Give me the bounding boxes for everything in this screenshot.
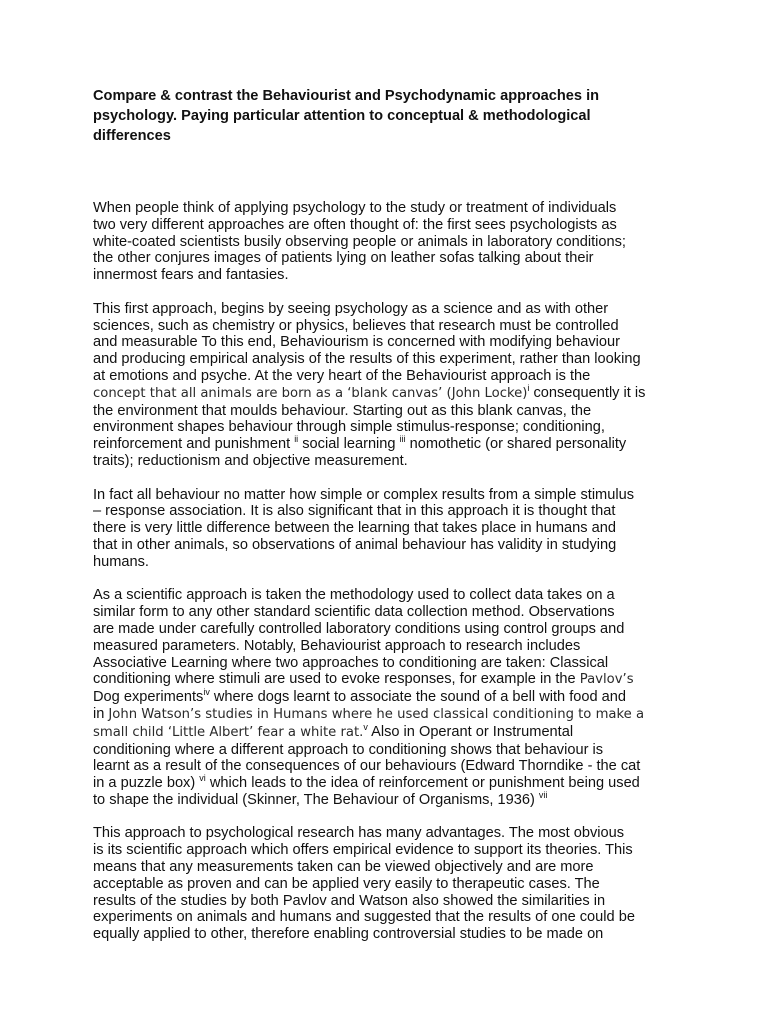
text-segment: As a scientific approach is taken the methodology used to collect data takes on a similar form to any other standard scientific data collection method. Observations are made under carefully controlled laboratory conditions using control groups and measured parameters. Notably, Behaviourist approach to research includes Associative Learning where two approaches to conditioning are taken: Classical conditioning where stimuli are used to evoke responses, for example in the [93, 587, 625, 688]
quoted-text-segment: John Watson’s studies in Humans where he used classical conditioning to make a small child ‘Little Albert’ fear a white rat. [93, 706, 645, 740]
footnote-marker: iv [203, 687, 210, 698]
text-segment: where dogs learnt to associate the sound of a bell with food and in [93, 689, 627, 722]
text-segment: nomothetic (or shared personality traits); reductionism and objective measurement. [93, 436, 627, 469]
text-segment: This approach to psychological research has many advantages. The most obvious is its scientific approach which offers empirical evidence to support its theories. This means that any measurements taken can be viewed objectively and are more acceptable as proven and can be applied very easily to therapeutic cases. The results of the studies by both Pavlov and Watson also showed the similarities in experiments on animals and humans and suggested that the results of one could be equally applied to other, therefore enabling controversial studies to be made on [93, 825, 635, 943]
essay-body [93, 200, 678, 943]
body-paragraph [93, 825, 678, 943]
footnote-marker: iii [399, 434, 406, 445]
text-segment: social learning [298, 436, 400, 453]
text-segment: consequently it is the environment that moulds behaviour. Starting out as this blank canvas, the environment shapes behaviour through simple stimulus-response; conditioning, reinforcement and punishment [93, 384, 646, 453]
quoted-text-segment: concept that all animals are born as a ‘blank canvas’ (John Locke) [93, 385, 528, 401]
quoted-text-segment: Pavlov’s [579, 672, 634, 688]
footnote-marker: vii [538, 789, 548, 800]
text-segment: This first approach, begins by seeing psychology as a science and as with other sciences, such as chemistry or physics, believes that research must be controlled and measurable To this end, Behaviourism is concerned with modifying behaviour and producing empirical analysis of the results of this experiment, rather than looking at emotions and psyche. At the very heart of the Behaviourist approach is the [93, 300, 641, 384]
text-segment: which leads to the idea of reinforcement or punishment being used to shape the individual (Skinner, The Behaviour of Organisms, 1936) [93, 775, 640, 808]
text-segment: Also in Operant or Instrumental conditioning where a different approach to conditioning shows that behaviour is learnt as a result of the consequences of our behaviours (Edward Thorndike - the cat in a puzzle box) [93, 723, 641, 792]
body-paragraph [93, 200, 678, 284]
body-paragraph [93, 301, 678, 470]
footnote-marker: ii [294, 434, 299, 445]
body-paragraph [93, 587, 678, 808]
text-segment: Dog experiments [93, 689, 204, 706]
text-segment: When people think of applying psychology to the study or treatment of individuals two very different approaches are often thought of: the first sees psychologists as white-coated scientists busily observing people or animals in laboratory conditions; the other conjures images of patients lying on leather sofas talking about their innermost fears and fantasies. [93, 200, 626, 284]
essay-title: Compare & contrast the Behaviourist and Psychodynamic approaches in psychology. Paying particular attention to conceptual & methodological differences [93, 88, 600, 144]
text-segment: In fact all behaviour no matter how simple or complex results from a simple stimulus – response association. It is also significant that in this approach it is thought that there is very little difference between the learning that takes place in humans and that in other animals, so observations of animal behaviour has validity in studying humans. [93, 486, 634, 570]
body-paragraph [93, 487, 678, 571]
footnote-marker: v [363, 721, 368, 732]
footnote-marker: vi [199, 773, 206, 784]
footnote-marker: i [527, 382, 530, 393]
